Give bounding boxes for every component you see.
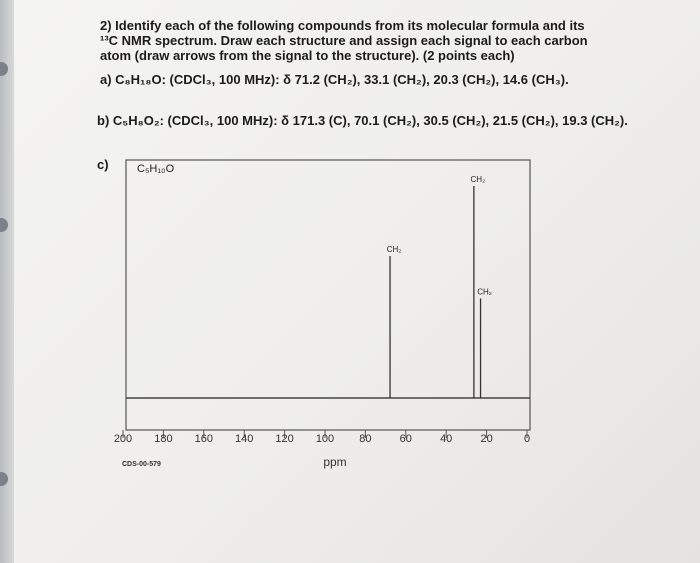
x-tick-label: 0 xyxy=(523,433,531,445)
x-axis xyxy=(114,430,530,445)
x-tick-label: 120 xyxy=(275,433,294,445)
peak-group xyxy=(387,175,492,398)
x-tick-label: 40 xyxy=(440,433,453,445)
part-c-label: c) xyxy=(97,157,109,172)
peak-label: CH₂ xyxy=(470,175,486,184)
x-tick-label: 20 xyxy=(480,433,493,445)
x-tick-label: 200 xyxy=(113,433,133,445)
peak-label: CH₂ xyxy=(477,287,492,297)
x-tick-label: 180 xyxy=(154,433,173,445)
x-tick-label: 100 xyxy=(315,433,335,445)
x-tick-label: 140 xyxy=(235,433,254,445)
catalog-code: CDS-00-579 xyxy=(122,461,161,468)
question-header: 2) Identify each of the following compounds from its molecular formula and its ¹³C NMR spectrum. Draw each structure and assign each signal to each carbon atom (draw arrows from the signal to the structure). (2 points each) xyxy=(100,18,588,63)
x-axis-label: ppm xyxy=(323,455,347,469)
peak-label: CH₂ xyxy=(386,244,402,254)
x-tick-label: 160 xyxy=(194,433,213,445)
spectrum-title: C₅H₁₀O xyxy=(137,163,175,175)
x-tick-label: 60 xyxy=(399,433,412,445)
part-b-text: b) C₅H₈O₂: (CDCl₃, 100 MHz): δ 171.3 (C), 70.1 (CH₂), 30.5 (CH₂), 21.5 (CH₂), 19.3 (CH₂). xyxy=(97,113,628,128)
part-a-text: a) C₈H₁₈O: (CDCl₃, 100 MHz): δ 71.2 (CH₂), 33.1 (CH₂), 20.3 (CH₂), 14.6 (CH₃). xyxy=(100,72,569,87)
plot-frame xyxy=(126,160,530,430)
x-tick-label: 80 xyxy=(359,433,372,445)
